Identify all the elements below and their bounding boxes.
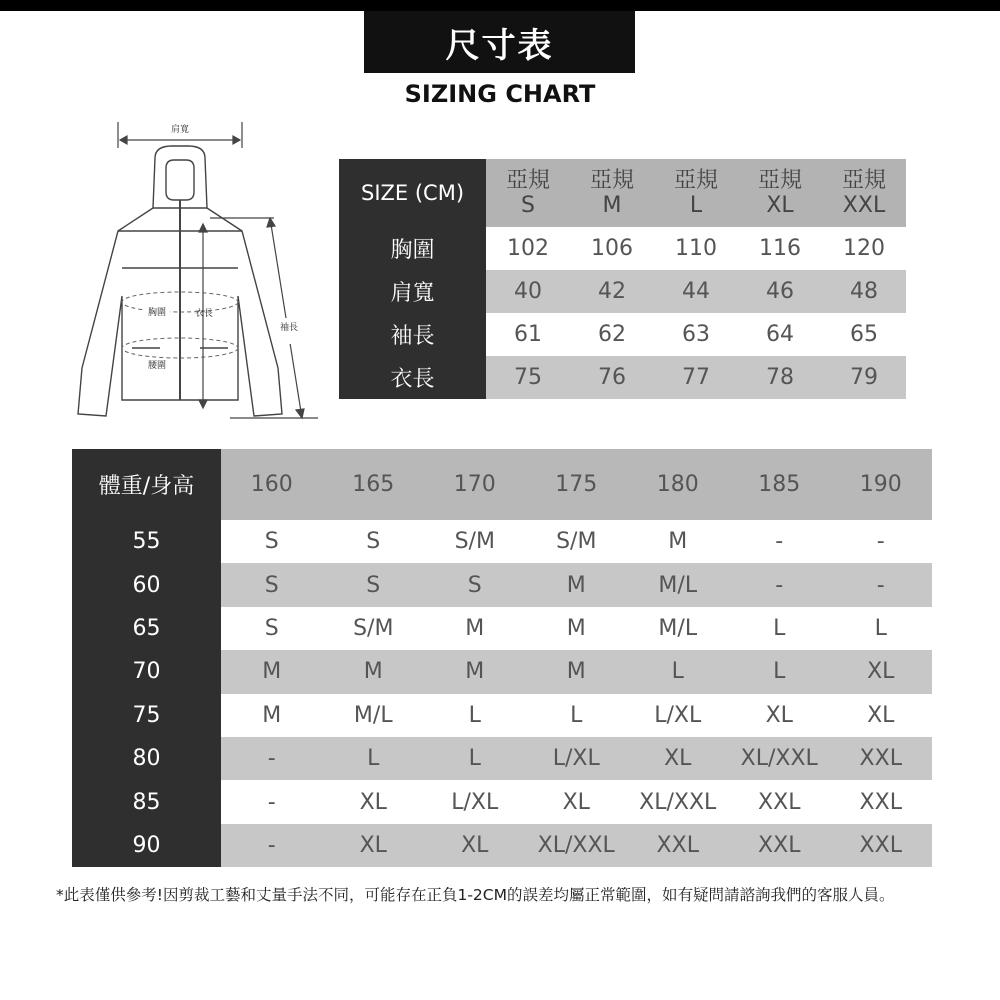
table-cell: M/L	[627, 563, 729, 606]
height-header: 175	[526, 449, 628, 520]
top-bar	[0, 0, 1000, 11]
height-header: 160	[221, 449, 323, 520]
row-label: 胸圍	[339, 227, 486, 270]
table-cell: -	[729, 563, 831, 606]
table-cell: S	[424, 563, 526, 606]
table-row	[72, 563, 932, 606]
table-cell: -	[729, 520, 831, 563]
table-cell: 76	[570, 356, 654, 399]
fit-table	[72, 449, 932, 867]
table-row	[72, 824, 932, 867]
table-cell: -	[830, 563, 932, 606]
table-cell: M	[526, 607, 628, 650]
table-cell: M	[323, 650, 425, 693]
row-label: 袖長	[339, 313, 486, 356]
table-cell: 65	[822, 313, 906, 356]
table-row	[72, 737, 932, 780]
table-cell: M	[627, 520, 729, 563]
table-cell: S/M	[323, 607, 425, 650]
table-cell: S/M	[526, 520, 628, 563]
table-cell: L	[830, 607, 932, 650]
size-col-s: 亞規 S	[486, 159, 570, 227]
table-cell: 48	[822, 270, 906, 313]
table-cell: M	[526, 563, 628, 606]
table-cell: 62	[570, 313, 654, 356]
size-table	[339, 159, 906, 399]
weight-label: 55	[72, 520, 221, 563]
table-cell: 63	[654, 313, 738, 356]
table-cell: L	[424, 694, 526, 737]
sleeve-label: 袖長	[279, 323, 299, 333]
table-cell: M/L	[627, 607, 729, 650]
table-cell: S	[221, 520, 323, 563]
table-cell: M	[526, 650, 628, 693]
table-cell: -	[830, 520, 932, 563]
weight-label: 85	[72, 780, 221, 823]
table-cell: XL	[424, 824, 526, 867]
table-cell: XXL	[830, 737, 932, 780]
weight-label: 75	[72, 694, 221, 737]
size-table-corner: SIZE (CM)	[339, 159, 486, 227]
weight-label: 80	[72, 737, 221, 780]
table-cell: 110	[654, 227, 738, 270]
table-cell: XXL	[627, 824, 729, 867]
height-header: 180	[627, 449, 729, 520]
table-cell: S	[221, 607, 323, 650]
table-cell: XL	[830, 650, 932, 693]
page-title: 尺寸表	[364, 11, 635, 73]
table-cell: L	[729, 650, 831, 693]
table-cell: XXL	[830, 824, 932, 867]
table-cell: XL	[627, 737, 729, 780]
table-cell: M/L	[323, 694, 425, 737]
table-cell: XL	[729, 694, 831, 737]
table-cell: 44	[654, 270, 738, 313]
table-row	[339, 270, 906, 313]
jacket-diagram	[60, 118, 330, 428]
table-cell: S	[323, 520, 425, 563]
size-col-m: 亞規 M	[570, 159, 654, 227]
table-cell: L	[729, 607, 831, 650]
weight-label: 65	[72, 607, 221, 650]
table-cell: XL	[323, 824, 425, 867]
shoulder-label: 肩寬	[170, 125, 190, 135]
table-row	[339, 313, 906, 356]
table-cell: XL/XXL	[526, 824, 628, 867]
table-cell: M	[424, 650, 526, 693]
hood-opening	[166, 160, 194, 200]
table-row	[72, 650, 932, 693]
weight-label: 60	[72, 563, 221, 606]
table-cell: XL	[323, 780, 425, 823]
table-cell: 120	[822, 227, 906, 270]
table-cell: 61	[486, 313, 570, 356]
waist-label: 腰圍	[147, 361, 167, 371]
table-cell: S	[221, 563, 323, 606]
chest-label: 胸圍	[147, 308, 167, 318]
weight-label: 90	[72, 824, 221, 867]
table-cell: XL/XXL	[729, 737, 831, 780]
table-cell: -	[221, 737, 323, 780]
length-label: 衣長	[195, 309, 214, 319]
row-label: 肩寬	[339, 270, 486, 313]
table-cell: XL	[830, 694, 932, 737]
table-cell: L	[424, 737, 526, 780]
table-cell: -	[221, 780, 323, 823]
size-col-l: 亞規 L	[654, 159, 738, 227]
footnote: *此表僅供參考!因剪裁工藝和丈量手法不同，可能存在正負1-2CM的誤差均屬正常範圍，如有疑問請諮詢我們的客服人員。	[56, 886, 895, 904]
table-cell: 78	[738, 356, 822, 399]
table-cell: 77	[654, 356, 738, 399]
height-header: 170	[424, 449, 526, 520]
row-label: 衣長	[339, 356, 486, 399]
weight-label: 70	[72, 650, 221, 693]
height-header: 165	[323, 449, 425, 520]
table-cell: XL/XXL	[627, 780, 729, 823]
table-cell: L	[627, 650, 729, 693]
table-row	[72, 607, 932, 650]
table-cell: 40	[486, 270, 570, 313]
table-cell: 64	[738, 313, 822, 356]
fit-table-corner: 體重/身高	[72, 449, 221, 520]
table-cell: L	[323, 737, 425, 780]
table-cell: S/M	[424, 520, 526, 563]
table-cell: XXL	[729, 780, 831, 823]
height-header: 190	[830, 449, 932, 520]
table-cell: M	[221, 650, 323, 693]
page-subtitle: SIZING CHART	[404, 80, 596, 108]
table-cell: XL	[526, 780, 628, 823]
size-col-xxl: 亞規 XXL	[822, 159, 906, 227]
height-header: 185	[729, 449, 831, 520]
table-row	[72, 520, 932, 563]
table-cell: L/XL	[424, 780, 526, 823]
table-row	[339, 227, 906, 270]
table-cell: L/XL	[627, 694, 729, 737]
table-cell: 79	[822, 356, 906, 399]
table-row	[339, 356, 906, 399]
hood-outline	[153, 146, 207, 208]
table-cell: L	[526, 694, 628, 737]
table-cell: 42	[570, 270, 654, 313]
table-cell: 106	[570, 227, 654, 270]
table-cell: 102	[486, 227, 570, 270]
table-cell: S	[323, 563, 425, 606]
table-cell: L/XL	[526, 737, 628, 780]
table-cell: M	[424, 607, 526, 650]
table-cell: 116	[738, 227, 822, 270]
table-cell: XXL	[830, 780, 932, 823]
table-row	[72, 694, 932, 737]
table-cell: 75	[486, 356, 570, 399]
table-cell: 46	[738, 270, 822, 313]
table-cell: M	[221, 694, 323, 737]
table-cell: XXL	[729, 824, 831, 867]
table-cell: -	[221, 824, 323, 867]
size-col-xl: 亞規 XL	[738, 159, 822, 227]
table-row	[72, 780, 932, 823]
